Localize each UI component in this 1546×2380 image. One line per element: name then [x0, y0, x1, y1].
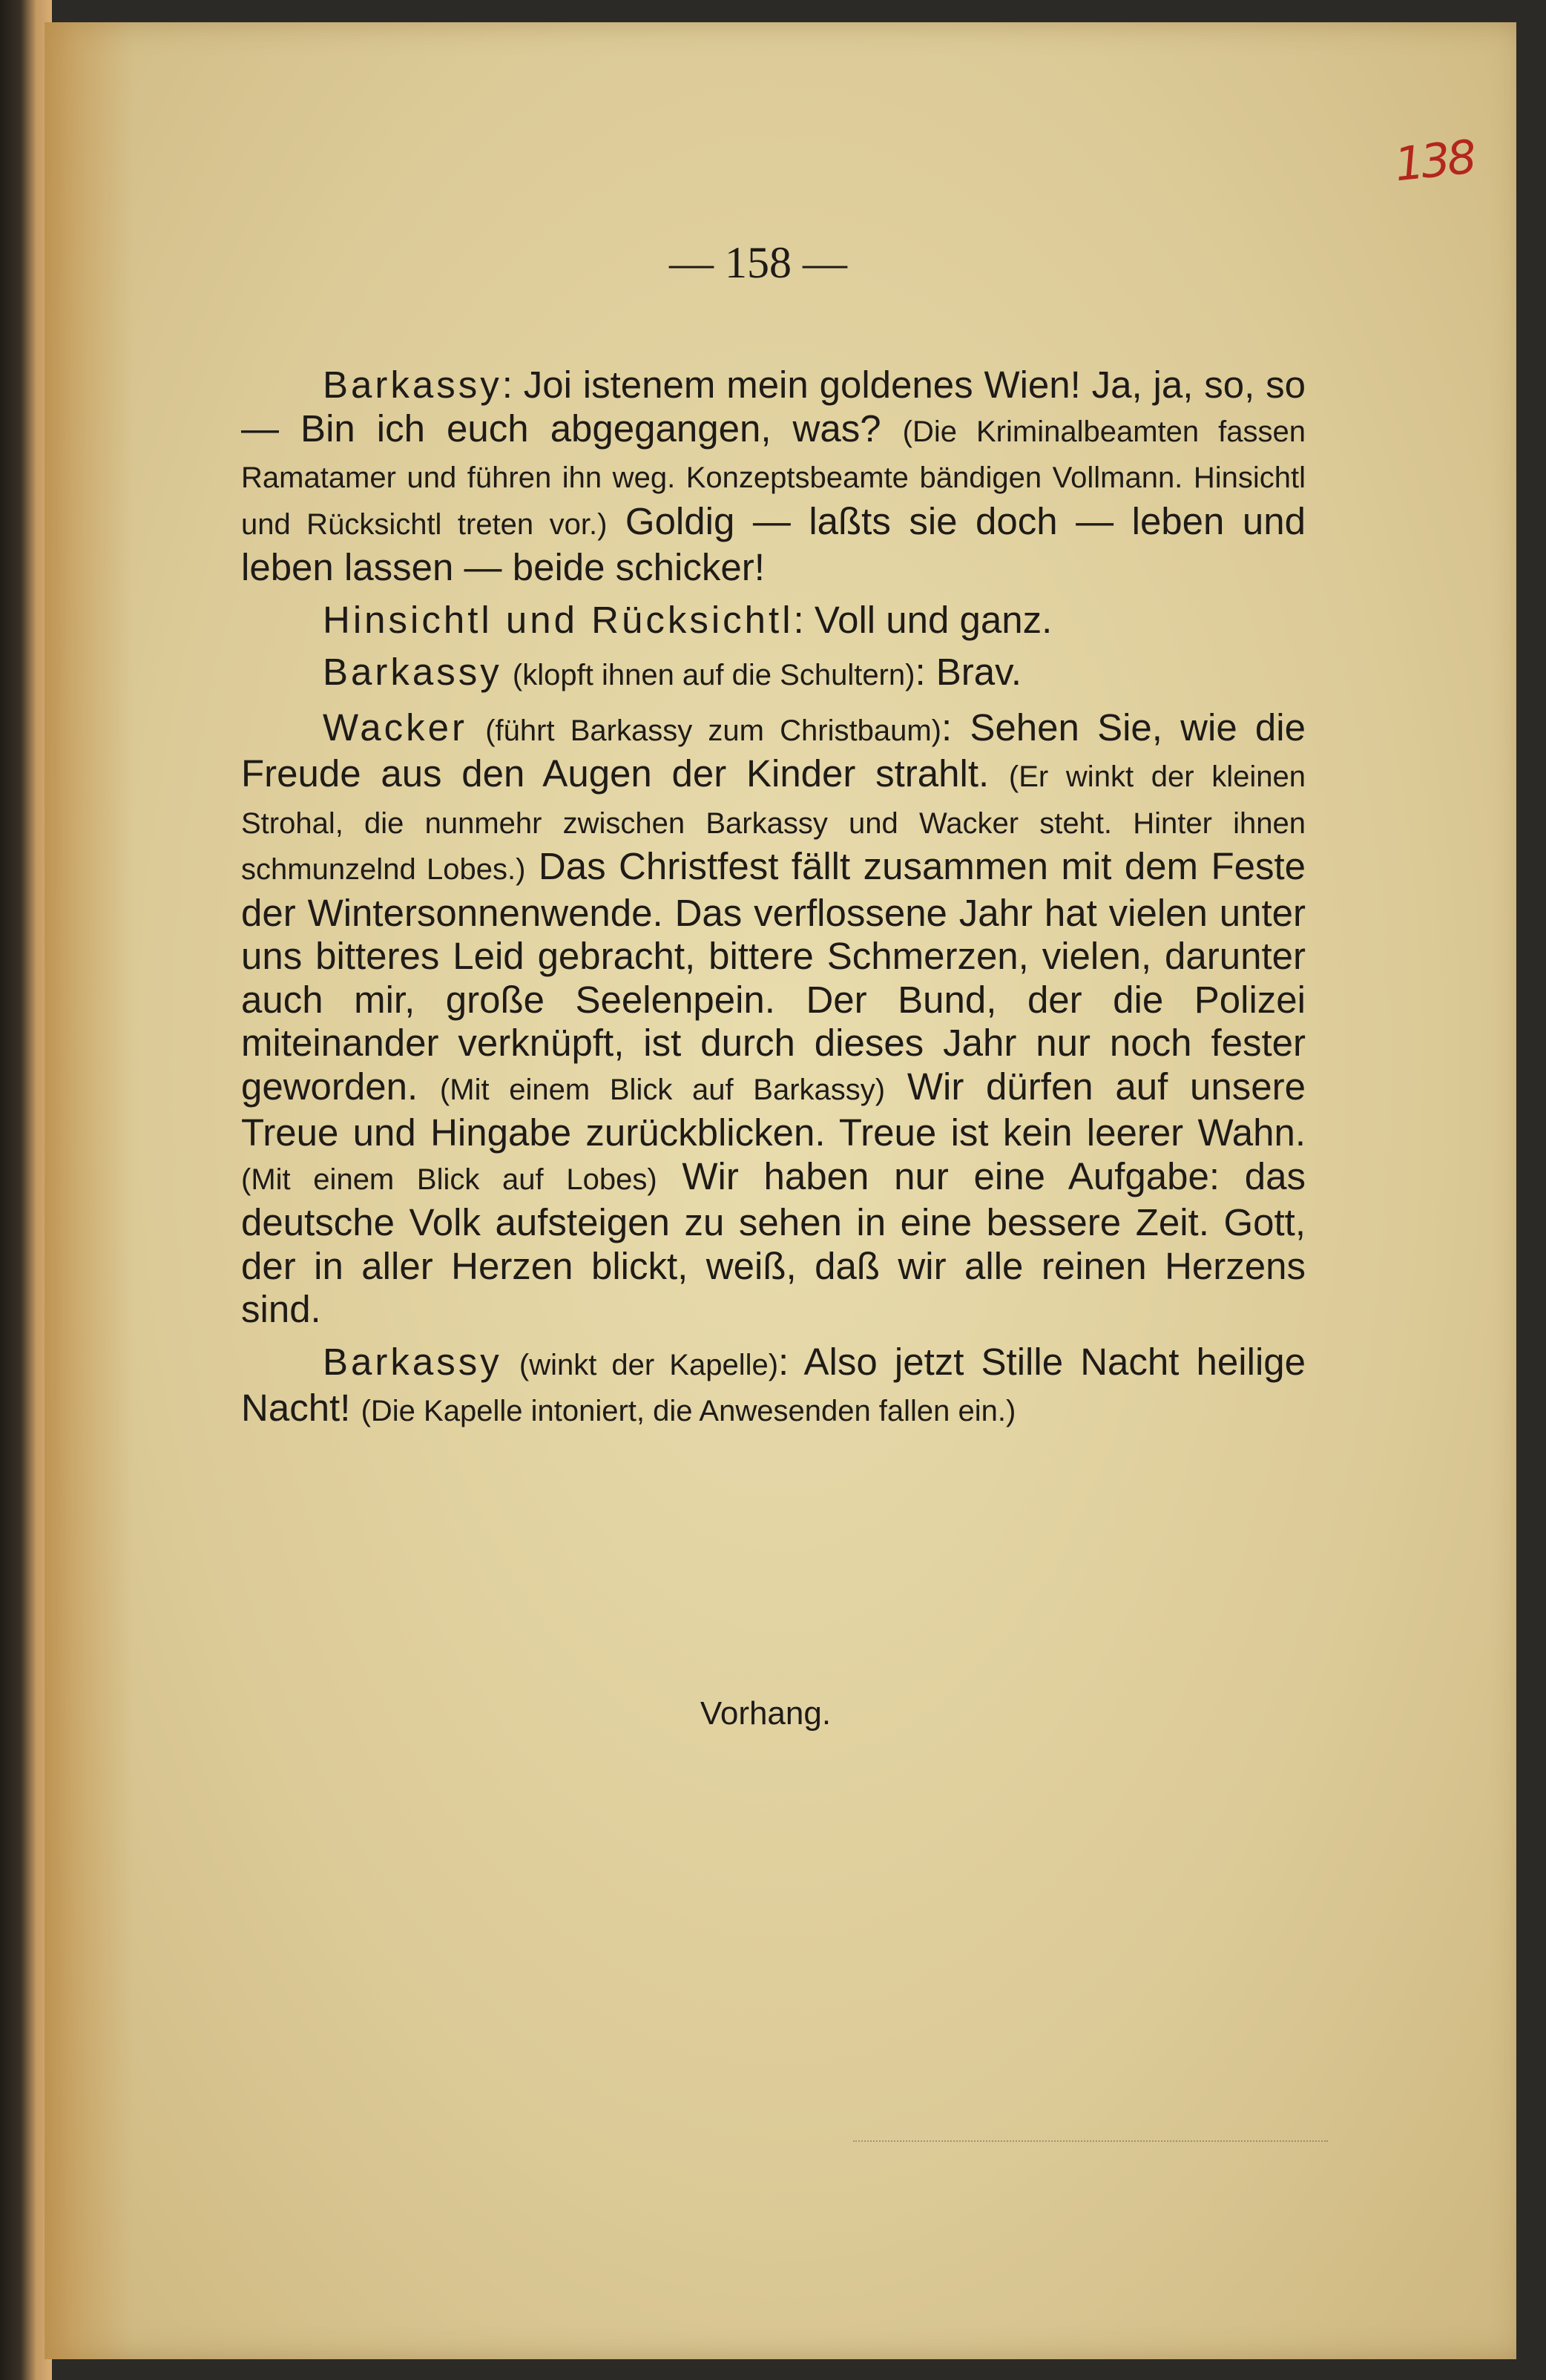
speaker-name: Hinsichtl und Rücksichtl — [323, 598, 794, 641]
dialogue-paragraph — [241, 706, 1306, 1332]
page-number: — 158 — — [669, 238, 847, 287]
stage-direction: (winkt der Kapelle) — [519, 1348, 779, 1381]
page-smudge — [853, 2111, 1328, 2142]
dialogue-text: Wir haben nur eine Aufgabe: das deutsche Volk aufsteigen zu sehen in eine bessere Zeit. Gott, der in aller Herzen blickt, weiß, daß wir alle reinen Herzens sind. — [241, 1154, 1306, 1330]
speaker-name: Barkassy — [323, 651, 502, 693]
dialogue-text: : Also jetzt Stille Nacht heilige Nacht! — [241, 1340, 1306, 1429]
speaker-name: Wacker — [323, 706, 467, 749]
dialogue-text: : Voll und ganz. — [793, 598, 1053, 641]
curtain-note: Vorhang. — [700, 1695, 832, 1732]
stage-direction: (Er winkt der kleinen Strohal, die nunmehr zwischen Barkassy und Wacker steht. Hinter ihnen schmunzelnd Lobes.) — [241, 760, 1306, 886]
stage-direction: (Die Kriminalbeamten fassen Ramatamer und führen ihn weg. Konzeptsbeamte bändigen Vollmann. Hinsichtl und Rücksichtl treten vor.) — [241, 415, 1306, 541]
dialogue-paragraph — [241, 651, 1306, 697]
stage-direction: (Mit einem Blick auf Lobes) — [241, 1163, 657, 1196]
dialogue-text: Wir dürfen auf unsere Treue und Hingabe zurückblicken. Treue ist kein leerer Wahn. — [241, 1065, 1306, 1154]
gutter-shadow — [45, 22, 134, 2359]
dialogue-paragraph — [241, 364, 1306, 590]
stage-direction: (führt Barkassy zum Christbaum) — [485, 714, 941, 747]
book-page — [45, 22, 1516, 2359]
stage-direction: (klopft ihnen auf die Schultern) — [512, 659, 915, 691]
handwritten-folio-number: 138 — [1392, 129, 1476, 192]
stage-direction: (Mit einem Blick auf Barkassy) — [439, 1073, 886, 1106]
dialogue-paragraph — [241, 1341, 1306, 1433]
dialogue-text: Goldig — laßts sie doch — leben und leben lassen — beide schicker! — [241, 499, 1306, 588]
dialogue-text: : Joi istenem mein goldenes Wien! Ja, ja, so, so — Bin ich euch abgegangen, was? — [241, 364, 1306, 450]
dialogue-paragraph — [241, 599, 1306, 642]
dialogue-text: : Sehen Sie, wie die Freude aus den Augen der Kinder strahlt. — [241, 706, 1306, 795]
stage-direction: (Die Kapelle intoniert, die Anwesenden fallen ein.) — [361, 1395, 1016, 1427]
dialogue-text — [502, 651, 513, 693]
dialogue-text: : Brav. — [915, 651, 1022, 693]
dialogue-text: Das Christfest fällt zusammen mit dem Feste der Wintersonnenwende. Das verflossene Jahr hat vielen unter uns bitteres Leid gebracht, bittere Schmerzen, vielen, darunter auch mir, große Seelenpein. Der Bund, der die Polizei miteinander verknüpft, ist durch dieses Jahr nur noch fester geworden. — [241, 845, 1306, 1108]
dialogue-text — [502, 1341, 519, 1383]
dialogue-text — [467, 706, 485, 749]
play-text-block — [241, 364, 1306, 1442]
speaker-name: Barkassy — [323, 1340, 502, 1383]
speaker-name: Barkassy — [323, 364, 502, 406]
